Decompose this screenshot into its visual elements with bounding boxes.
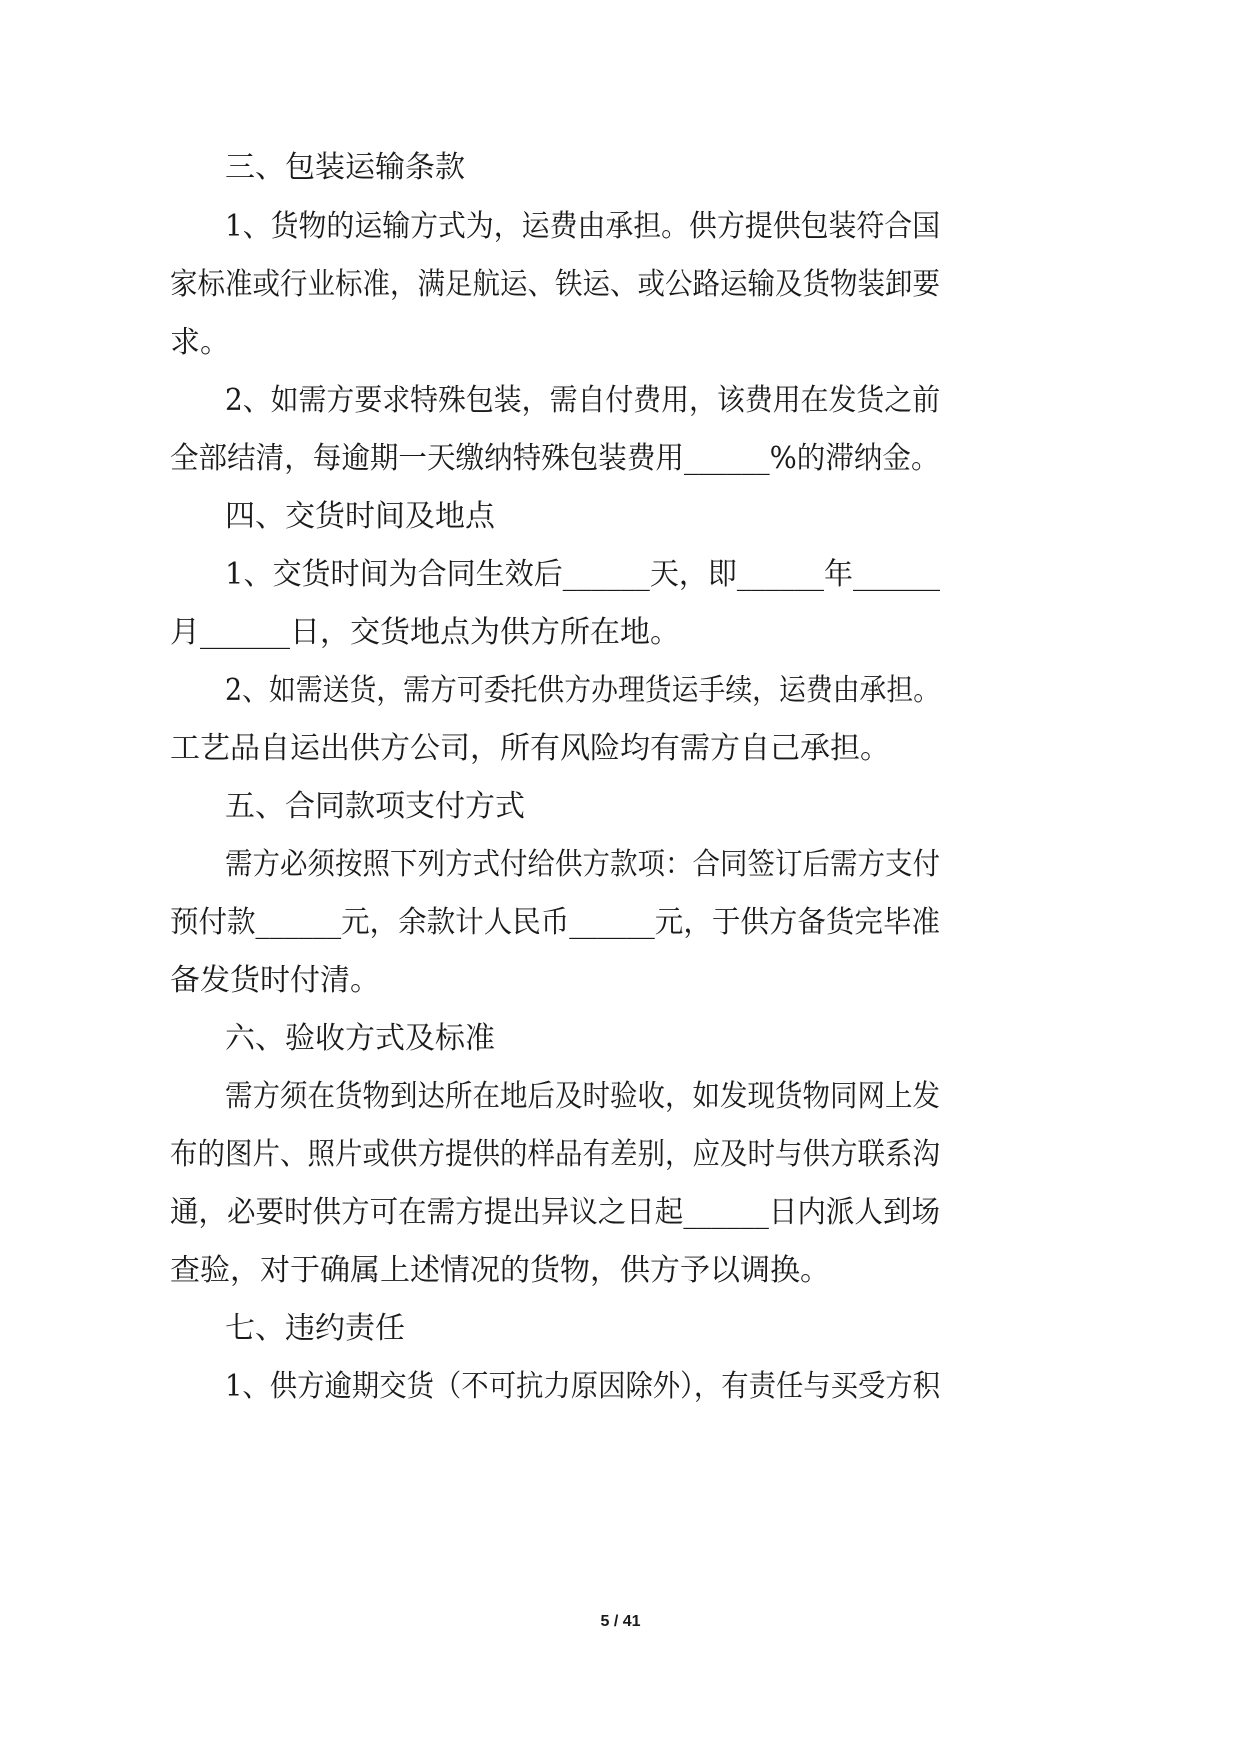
- paragraph-line: 通，必要时供方可在需方提出异议之日起______日内派人到场: [170, 1195, 940, 1230]
- section-heading-packaging: 三、包装运输条款: [225, 150, 465, 185]
- paragraph-line: 工艺品自运出供方公司，所有风险均有需方自己承担。: [170, 731, 890, 766]
- paragraph-line: 备发货时付清。: [170, 963, 380, 998]
- paragraph-line: 2、如需方要求特殊包装，需自付费用，该费用在发货之前: [225, 383, 941, 418]
- paragraph-line: 查验，对于确属上述情况的货物，供方予以调换。: [170, 1253, 830, 1288]
- paragraph-line: 2、如需送货，需方可委托供方办理货运手续，运费由承担。: [225, 673, 941, 708]
- paragraph-line: 求。: [170, 325, 230, 360]
- paragraph-line: 月______日，交货地点为供方所在地。: [170, 615, 680, 650]
- paragraph-line: 1、交货时间为合同生效后______天，即______年______: [225, 557, 941, 592]
- paragraph-line: 家标准或行业标准，满足航运、铁运、或公路运输及货物装卸要: [170, 267, 941, 302]
- paragraph-line: 需方须在货物到达所在地后及时验收，如发现货物同网上发: [225, 1079, 941, 1114]
- paragraph-line: 预付款______元，余款计人民币______元，于供方备货完毕准: [170, 905, 940, 940]
- section-heading-payment: 五、合同款项支付方式: [225, 789, 525, 824]
- section-heading-acceptance: 六、验收方式及标准: [225, 1021, 495, 1056]
- paragraph-line: 1、供方逾期交货（不可抗力原因除外），有责任与买受方积: [225, 1369, 941, 1404]
- section-heading-delivery: 四、交货时间及地点: [225, 499, 495, 534]
- paragraph-line: 1、货物的运输方式为，运费由承担。供方提供包装符合国: [225, 209, 941, 244]
- paragraph-line: 需方必须按照下列方式付给供方款项：合同签订后需方支付: [225, 847, 941, 882]
- paragraph-line: 全部结清，每逾期一天缴纳特殊包装费用______%的滞纳金。: [170, 441, 940, 476]
- paragraph-line: 布的图片、照片或供方提供的样品有差别，应及时与供方联系沟: [170, 1137, 941, 1172]
- section-heading-liability: 七、违约责任: [225, 1311, 405, 1346]
- page-number: 5 / 41: [600, 1613, 641, 1630]
